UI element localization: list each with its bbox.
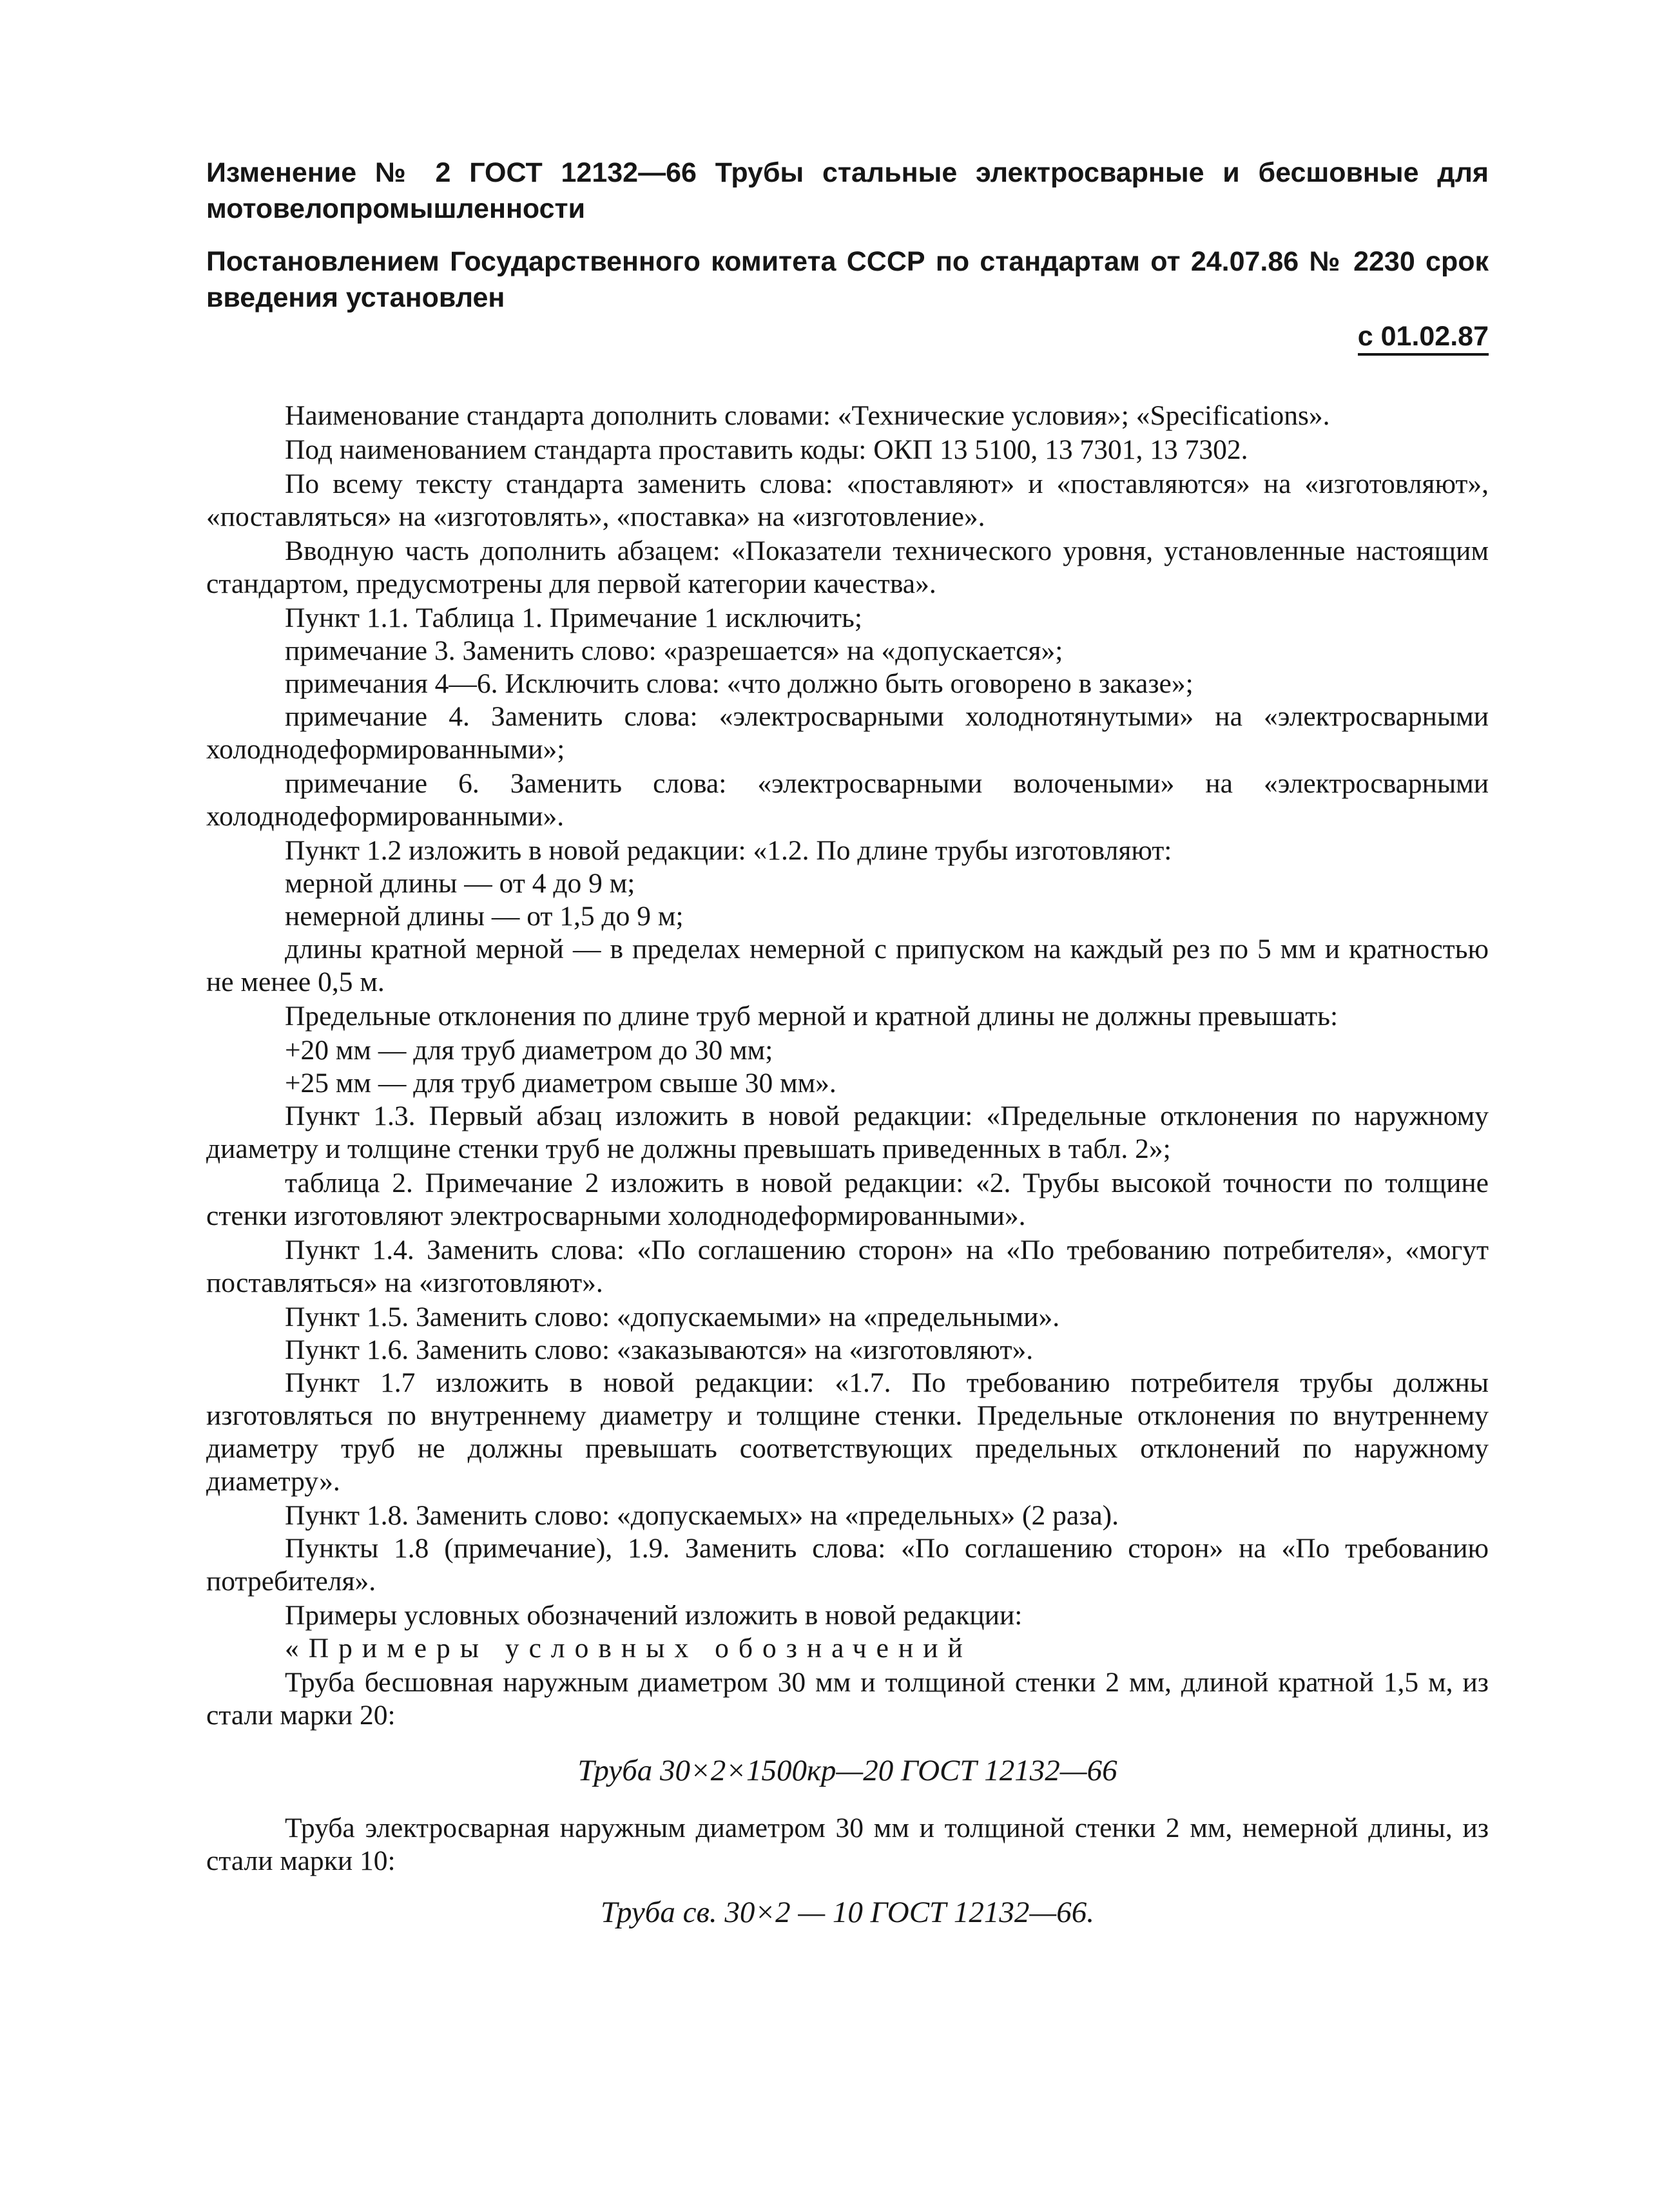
paragraph: немерной длины — от 1,5 до 9 м; — [285, 901, 684, 932]
designation-example: Труба св. 30×2 — 10 ГОСТ 12132—66. — [601, 1896, 1094, 1929]
effective-date: с 01.02.87 — [206, 318, 1489, 354]
paragraph: примечания 4—6. Исключить слова: «что должно быть оговорено в заказе»; — [285, 668, 1194, 699]
paragraph: +20 мм — для труб диаметром до 30 мм; — [285, 1035, 773, 1066]
amendment-title: Изменение № 2 ГОСТ 12132—66 Трубы стальные электросварные и бесшовные для мотовелопромышленности — [206, 157, 1489, 224]
paragraph: По всему тексту стандарта заменить слова: «поставляют» и «поставляются» на «изготовляют», «поставляться» на «изготовлять», «поставка» на «изготовление». — [206, 468, 1489, 532]
paragraph: Труба электросварная наружным диаметром 30 мм и толщиной стенки 2 мм, немерной длины, из стали марки 10: — [206, 1813, 1489, 1876]
document-page — [206, 155, 1489, 1954]
paragraph: Пункт 1.3. Первый абзац изложить в новой редакции: «Предельные отклонения по наружному диаметру и толщине стенки труб не должны превышать приведенных в табл. 2»; — [206, 1101, 1489, 1164]
section-subtitle: «Примеры условных обозначений — [285, 1633, 972, 1664]
decree-text: Постановлением Государственного комитета СССР по стандартам от 24.07.86 № 2230 срок введения установлен — [206, 246, 1489, 313]
paragraph: таблица 2. Примечание 2 изложить в новой редакции: «2. Трубы высокой точности по толщине стенки изготовляют электросварными холоднодеформированными». — [206, 1168, 1489, 1231]
paragraph: мерной длины — от 4 до 9 м; — [285, 868, 635, 899]
paragraph: Труба бесшовная наружным диаметром 30 мм и толщиной стенки 2 мм, длиной кратной 1,5 м, из стали марки 20: — [206, 1667, 1489, 1731]
paragraph: длины кратной мерной — в пределах немерной с припуском на каждый рез по 5 мм и кратностью не менее 0,5 м. — [206, 934, 1489, 997]
paragraph: Пункт 1.2 изложить в новой редакции: «1.2. По длине трубы изготовляют: — [285, 835, 1172, 866]
paragraph: Пункт 1.1. Таблица 1. Примечание 1 исключить; — [285, 602, 862, 633]
paragraph: Предельные отклонения по длине труб мерной и кратной длины не должны превышать: — [285, 1001, 1339, 1032]
paragraph: Пункт 1.6. Заменить слово: «заказываются» на «изготовляют». — [285, 1334, 1034, 1365]
paragraph: примечание 6. Заменить слова: «электросварными волочеными» на «электросварными холоднодеформированными». — [206, 768, 1489, 832]
paragraph: Вводную часть дополнить абзацем: «Показатели технического уровня, установленные настоящим стандартом, предусмотрены для первой категории качества». — [206, 535, 1489, 599]
paragraph: Пункт 1.4. Заменить слова: «По соглашению сторон» на «По требованию потребителя», «могут поставляться» на «изготовляют». — [206, 1235, 1489, 1298]
paragraph: примечание 3. Заменить слово: «разрешается» на «допускается»; — [285, 635, 1063, 666]
paragraph: Пункт 1.5. Заменить слово: «допускаемыми» на «предельными». — [285, 1302, 1060, 1332]
paragraph: +25 мм — для труб диаметром свыше 30 мм». — [285, 1068, 836, 1099]
paragraph: Под наименованием стандарта проставить коды: ОКП 13 5100, 13 7301, 13 7302. — [285, 434, 1248, 465]
document-body — [206, 399, 1489, 1932]
paragraph: примечание 4. Заменить слова: «электросварными холоднотянутыми» на «электросварными холоднодеформированными»; — [206, 701, 1489, 765]
paragraph: Примеры условных обозначений изложить в новой редакции: — [285, 1600, 1023, 1631]
paragraph: Пункт 1.8. Заменить слово: «допускаемых» на «предельных» (2 раза). — [285, 1500, 1119, 1531]
paragraph: Пункт 1.7 изложить в новой редакции: «1.7. По требованию потребителя трубы должны изготовляться по внутреннему диаметру и толщине стенки. Предельные отклонения по внутреннему диаметру труб не должны превышать соответствующих предельных отклонений по наружному диаметру». — [206, 1367, 1489, 1497]
paragraph: Наименование стандарта дополнить словами: «Технические условия»; «Specifications». — [285, 400, 1330, 431]
document-header — [206, 155, 1489, 354]
designation-example: Труба 30×2×1500кр—20 ГОСТ 12132—66 — [577, 1754, 1117, 1787]
paragraph: Пункты 1.8 (примечание), 1.9. Заменить слова: «По соглашению сторон» на «По требованию потребителя». — [206, 1533, 1489, 1597]
